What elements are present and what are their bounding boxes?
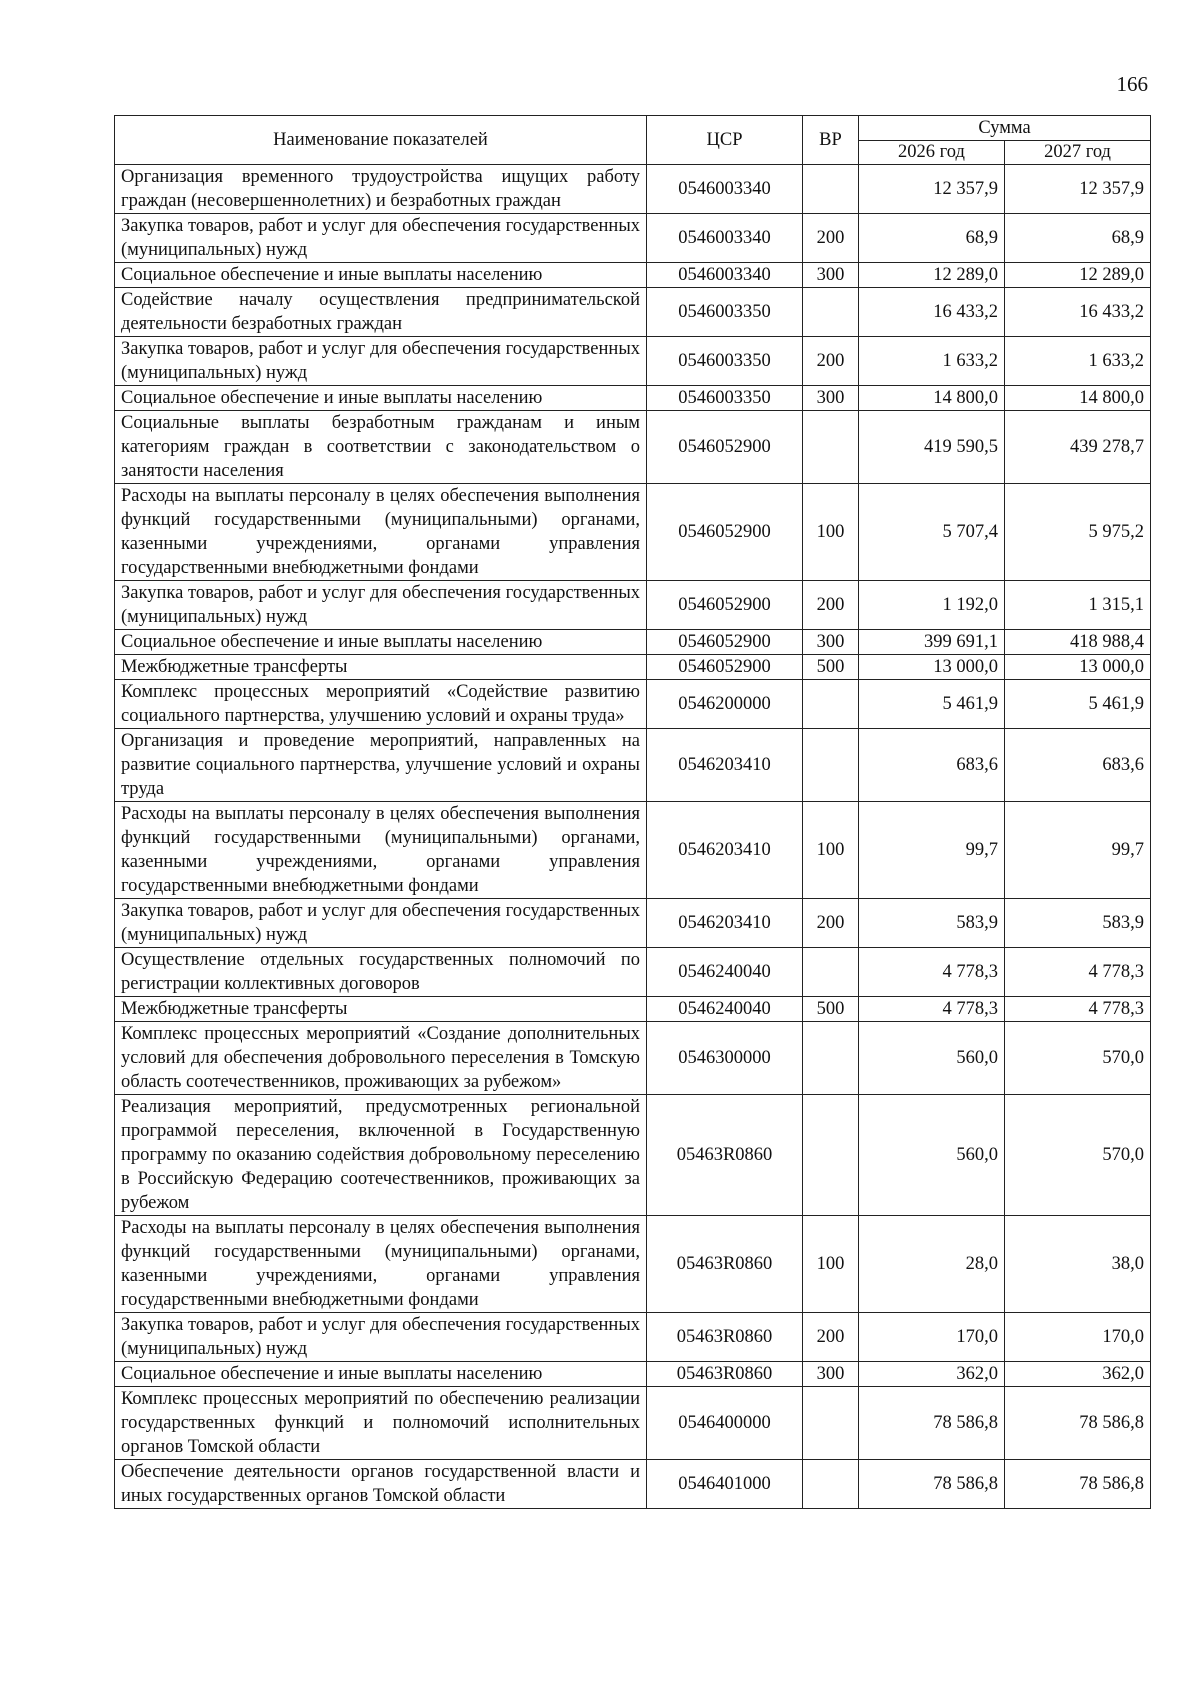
row-vr: 200 — [803, 899, 859, 948]
row-name: Социальное обеспечение и иные выплаты населению — [115, 263, 647, 288]
header-year-2027: 2027 год — [1005, 140, 1151, 165]
row-sum-2026: 78 586,8 — [859, 1460, 1005, 1509]
row-vr — [803, 1022, 859, 1095]
row-sum-2027: 570,0 — [1005, 1095, 1151, 1216]
row-name: Расходы на выплаты персоналу в целях обеспечения выполнения функций государственными (муниципальными) органами, казенными учреждениями, органами управления государственными внебюджетными фондами — [115, 484, 647, 581]
row-sum-2027: 4 778,3 — [1005, 948, 1151, 997]
row-csr: 0546203410 — [647, 729, 803, 802]
row-csr: 0546052900 — [647, 655, 803, 680]
row-name: Закупка товаров, работ и услуг для обеспечения государственных (муниципальных) нужд — [115, 337, 647, 386]
page-number: 166 — [1116, 72, 1148, 96]
table-row — [115, 1216, 1151, 1313]
row-sum-2027: 78 586,8 — [1005, 1460, 1151, 1509]
row-sum-2026: 4 778,3 — [859, 948, 1005, 997]
row-sum-2026: 99,7 — [859, 802, 1005, 899]
row-name: Комплекс процессных мероприятий «Содействие развитию социального партнерства, улучшению условий и охраны труда» — [115, 680, 647, 729]
row-sum-2027: 583,9 — [1005, 899, 1151, 948]
table-row — [115, 337, 1151, 386]
row-name: Реализация мероприятий, предусмотренных региональной программой переселения, включенной в Государственную программу по оказанию содействия добровольному переселению в Российскую Федерацию соотечественников, проживающих за рубежом — [115, 1095, 647, 1216]
table-row — [115, 1022, 1151, 1095]
row-vr: 300 — [803, 630, 859, 655]
header-vr: ВР — [803, 116, 859, 165]
row-sum-2026: 583,9 — [859, 899, 1005, 948]
row-name: Организация и проведение мероприятий, направленных на развитие социального партнерства, улучшение условий и охраны труда — [115, 729, 647, 802]
table-row — [115, 997, 1151, 1022]
row-sum-2026: 78 586,8 — [859, 1387, 1005, 1460]
row-csr: 05463R0860 — [647, 1313, 803, 1362]
row-csr: 0546300000 — [647, 1022, 803, 1095]
row-vr: 200 — [803, 581, 859, 630]
table-row — [115, 165, 1151, 214]
row-name: Закупка товаров, работ и услуг для обеспечения государственных (муниципальных) нужд — [115, 1313, 647, 1362]
table-row — [115, 484, 1151, 581]
row-name: Закупка товаров, работ и услуг для обеспечения государственных (муниципальных) нужд — [115, 581, 647, 630]
row-vr: 500 — [803, 997, 859, 1022]
row-vr: 300 — [803, 1362, 859, 1387]
row-sum-2027: 14 800,0 — [1005, 386, 1151, 411]
row-vr — [803, 288, 859, 337]
row-csr: 0546003350 — [647, 386, 803, 411]
row-csr: 05463R0860 — [647, 1095, 803, 1216]
row-vr — [803, 411, 859, 484]
row-sum-2027: 99,7 — [1005, 802, 1151, 899]
row-csr: 0546003340 — [647, 214, 803, 263]
row-csr: 0546200000 — [647, 680, 803, 729]
header-csr: ЦСР — [647, 116, 803, 165]
row-vr: 100 — [803, 802, 859, 899]
header-year-2026: 2026 год — [859, 140, 1005, 165]
row-vr: 100 — [803, 1216, 859, 1313]
row-sum-2026: 13 000,0 — [859, 655, 1005, 680]
row-sum-2027: 38,0 — [1005, 1216, 1151, 1313]
row-sum-2027: 13 000,0 — [1005, 655, 1151, 680]
row-vr — [803, 948, 859, 997]
row-sum-2027: 12 289,0 — [1005, 263, 1151, 288]
row-vr — [803, 1460, 859, 1509]
row-sum-2026: 5 707,4 — [859, 484, 1005, 581]
row-csr: 0546052900 — [647, 581, 803, 630]
table-row — [115, 802, 1151, 899]
row-vr: 200 — [803, 214, 859, 263]
table-row — [115, 1362, 1151, 1387]
table-row — [115, 948, 1151, 997]
row-sum-2027: 570,0 — [1005, 1022, 1151, 1095]
row-sum-2027: 5 461,9 — [1005, 680, 1151, 729]
header-sum: Сумма — [859, 116, 1151, 141]
row-sum-2026: 14 800,0 — [859, 386, 1005, 411]
row-sum-2026: 560,0 — [859, 1095, 1005, 1216]
row-csr: 0546203410 — [647, 899, 803, 948]
row-sum-2026: 560,0 — [859, 1022, 1005, 1095]
row-csr: 0546052900 — [647, 630, 803, 655]
table-row — [115, 263, 1151, 288]
row-name: Закупка товаров, работ и услуг для обеспечения государственных (муниципальных) нужд — [115, 214, 647, 263]
row-sum-2027: 68,9 — [1005, 214, 1151, 263]
row-name: Межбюджетные трансферты — [115, 655, 647, 680]
row-sum-2027: 78 586,8 — [1005, 1387, 1151, 1460]
row-vr: 300 — [803, 263, 859, 288]
row-csr: 0546400000 — [647, 1387, 803, 1460]
table-row — [115, 899, 1151, 948]
row-sum-2026: 399 691,1 — [859, 630, 1005, 655]
row-csr: 0546240040 — [647, 948, 803, 997]
row-csr: 05463R0860 — [647, 1362, 803, 1387]
row-csr: 0546003340 — [647, 263, 803, 288]
row-csr: 0546240040 — [647, 997, 803, 1022]
row-csr: 05463R0860 — [647, 1216, 803, 1313]
table-row — [115, 288, 1151, 337]
row-name: Социальное обеспечение и иные выплаты населению — [115, 386, 647, 411]
row-sum-2026: 4 778,3 — [859, 997, 1005, 1022]
row-sum-2026: 28,0 — [859, 1216, 1005, 1313]
row-sum-2026: 683,6 — [859, 729, 1005, 802]
row-sum-2027: 362,0 — [1005, 1362, 1151, 1387]
row-name: Обеспечение деятельности органов государственной власти и иных государственных органов Томской области — [115, 1460, 647, 1509]
row-name: Организация временного трудоустройства ищущих работу граждан (несовершеннолетних) и безработных граждан — [115, 165, 647, 214]
row-sum-2026: 362,0 — [859, 1362, 1005, 1387]
table-row — [115, 1460, 1151, 1509]
row-name: Социальные выплаты безработным гражданам и иным категориям граждан в соответствии с законодательством о занятости населения — [115, 411, 647, 484]
row-vr: 200 — [803, 337, 859, 386]
row-name: Социальное обеспечение и иные выплаты населению — [115, 630, 647, 655]
table-row — [115, 411, 1151, 484]
row-vr: 200 — [803, 1313, 859, 1362]
row-csr: 0546003350 — [647, 337, 803, 386]
row-name: Комплекс процессных мероприятий «Создание дополнительных условий для обеспечения добровольного переселения в Томскую область соотечественников, проживающих за рубежом» — [115, 1022, 647, 1095]
row-sum-2027: 170,0 — [1005, 1313, 1151, 1362]
row-name: Закупка товаров, работ и услуг для обеспечения государственных (муниципальных) нужд — [115, 899, 647, 948]
row-csr: 0546003350 — [647, 288, 803, 337]
row-vr — [803, 680, 859, 729]
row-name: Расходы на выплаты персоналу в целях обеспечения выполнения функций государственными (муниципальными) органами, казенными учреждениями, органами управления государственными внебюджетными фондами — [115, 1216, 647, 1313]
row-csr: 0546203410 — [647, 802, 803, 899]
row-name: Осуществление отдельных государственных полномочий по регистрации коллективных договоров — [115, 948, 647, 997]
row-csr: 0546052900 — [647, 484, 803, 581]
row-vr — [803, 729, 859, 802]
row-sum-2027: 1 315,1 — [1005, 581, 1151, 630]
row-sum-2026: 5 461,9 — [859, 680, 1005, 729]
row-sum-2026: 12 357,9 — [859, 165, 1005, 214]
row-name: Социальное обеспечение и иные выплаты населению — [115, 1362, 647, 1387]
row-sum-2027: 1 633,2 — [1005, 337, 1151, 386]
table-row — [115, 1095, 1151, 1216]
row-name: Межбюджетные трансферты — [115, 997, 647, 1022]
row-vr — [803, 1387, 859, 1460]
table-row — [115, 581, 1151, 630]
row-sum-2026: 170,0 — [859, 1313, 1005, 1362]
row-name: Комплекс процессных мероприятий по обеспечению реализации государственных функций и полномочий исполнительных органов Томской области — [115, 1387, 647, 1460]
row-sum-2027: 5 975,2 — [1005, 484, 1151, 581]
row-csr: 0546401000 — [647, 1460, 803, 1509]
row-vr — [803, 1095, 859, 1216]
row-sum-2026: 419 590,5 — [859, 411, 1005, 484]
row-name: Расходы на выплаты персоналу в целях обеспечения выполнения функций государственными (муниципальными) органами, казенными учреждениями, органами управления государственными внебюджетными фондами — [115, 802, 647, 899]
row-sum-2027: 439 278,7 — [1005, 411, 1151, 484]
row-sum-2027: 16 433,2 — [1005, 288, 1151, 337]
row-sum-2026: 12 289,0 — [859, 263, 1005, 288]
row-vr — [803, 165, 859, 214]
table-row — [115, 214, 1151, 263]
row-vr: 100 — [803, 484, 859, 581]
header-name: Наименование показателей — [115, 116, 647, 165]
table-row — [115, 729, 1151, 802]
row-csr: 0546003340 — [647, 165, 803, 214]
table-row — [115, 386, 1151, 411]
row-vr: 500 — [803, 655, 859, 680]
row-sum-2026: 16 433,2 — [859, 288, 1005, 337]
table-row — [115, 680, 1151, 729]
row-sum-2026: 68,9 — [859, 214, 1005, 263]
table-row — [115, 655, 1151, 680]
budget-table — [114, 115, 1151, 1509]
table-row — [115, 630, 1151, 655]
row-sum-2027: 4 778,3 — [1005, 997, 1151, 1022]
row-sum-2027: 683,6 — [1005, 729, 1151, 802]
row-sum-2026: 1 633,2 — [859, 337, 1005, 386]
table-row — [115, 1387, 1151, 1460]
row-sum-2026: 1 192,0 — [859, 581, 1005, 630]
row-sum-2027: 12 357,9 — [1005, 165, 1151, 214]
row-name: Содействие началу осуществления предпринимательской деятельности безработных граждан — [115, 288, 647, 337]
row-sum-2027: 418 988,4 — [1005, 630, 1151, 655]
row-csr: 0546052900 — [647, 411, 803, 484]
table-row — [115, 1313, 1151, 1362]
row-vr: 300 — [803, 386, 859, 411]
